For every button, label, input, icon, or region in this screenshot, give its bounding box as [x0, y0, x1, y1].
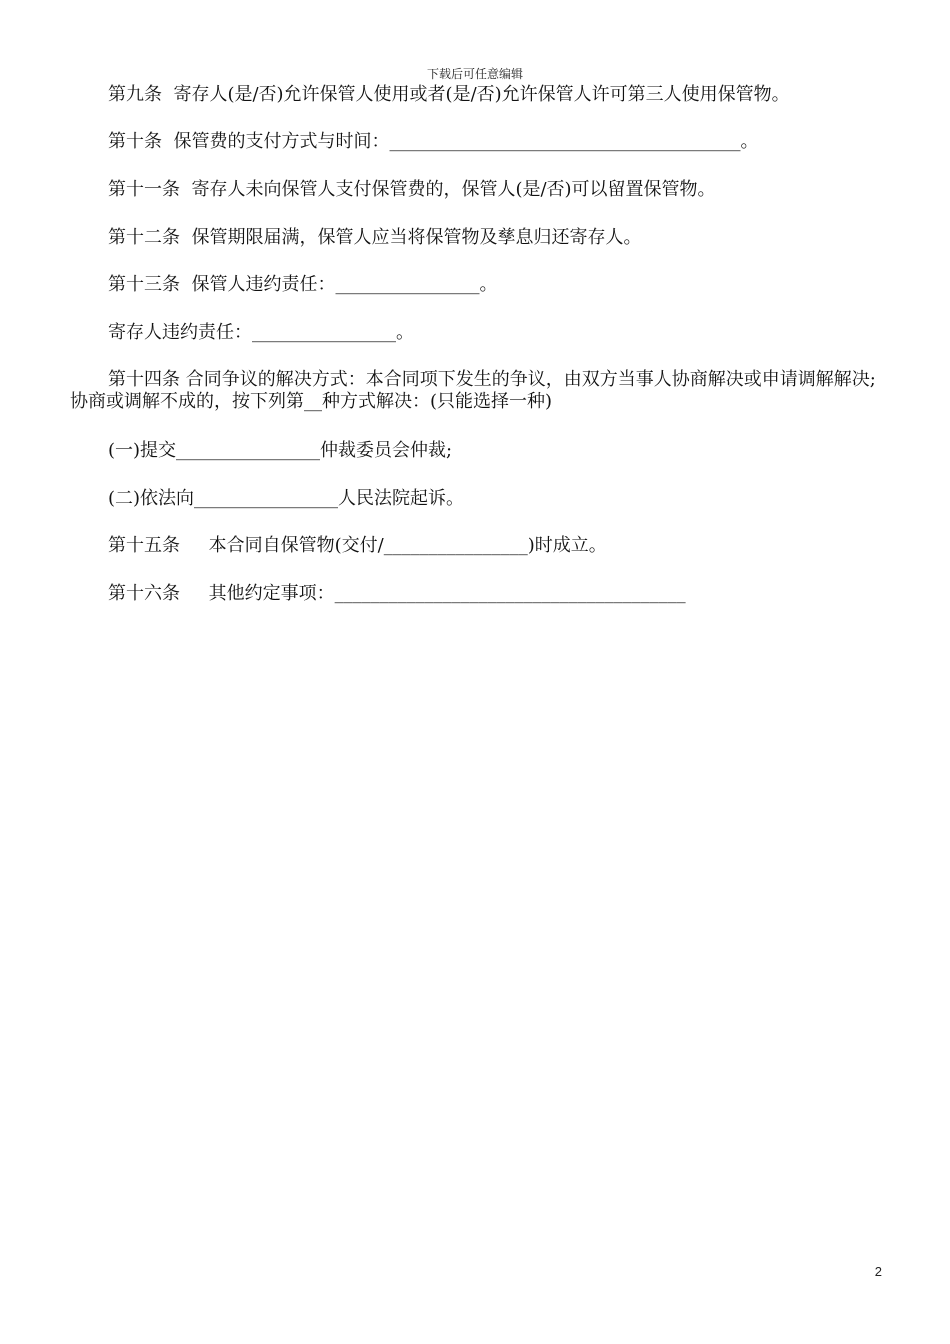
article-9: 第九条 寄存人(是/否)允许保管人使用或者(是/否)允许保管人许可第三人使用保管物。: [108, 84, 790, 105]
article-16: 第十六条 其他约定事项：_______________________________________: [108, 583, 686, 604]
article-12: 第十二条 保管期限届满，保管人应当将保管物及孳息归还寄存人。: [108, 227, 642, 248]
page-number: 2: [874, 1264, 882, 1279]
article-10: 第十条 保管费的支付方式与时间：_______________________________________。: [108, 131, 759, 152]
article-14-option-2: (二)依法向________________人民法院起诉。: [108, 488, 465, 509]
article-11: 第十一条 寄存人未向保管人支付保管费的，保管人(是/否)可以留置保管物。: [108, 179, 716, 200]
article-13-depositor-liability: 寄存人违约责任：________________。: [108, 322, 414, 343]
article-15: 第十五条 本合同自保管物(交付/________________)时成立。: [108, 535, 607, 556]
article-13: 第十三条 保管人违约责任：________________。: [108, 274, 498, 295]
article-14: 第十四条 合同争议的解决方式：本合同项下发生的争议，由双方当事人协商解决或申请调解解决;协商或调解不成的，按下列第__种方式解决：(只能选择一种): [70, 369, 876, 412]
page-header: 下载后可任意编辑: [426, 67, 523, 81]
article-14-option-1: (一)提交________________仲裁委员会仲裁;: [108, 440, 453, 461]
